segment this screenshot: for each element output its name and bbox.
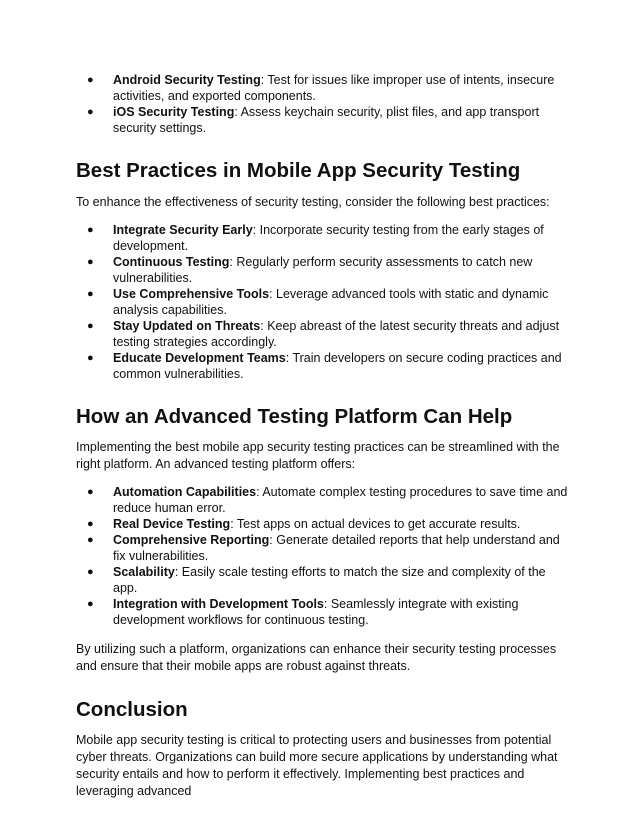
list-item	[87, 318, 568, 350]
item-desc: : Easily scale testing efforts to match the size and complexity of the app.	[113, 565, 546, 595]
bullet-icon: ●	[87, 534, 94, 546]
best-practices-list	[76, 222, 568, 382]
item-desc: : Assess keychain security, plist files, and app transport security settings.	[113, 105, 540, 135]
list-item	[87, 222, 568, 254]
item-term: Educate Development Teams	[113, 351, 286, 365]
item-term: Stay Updated on Threats	[113, 319, 261, 333]
list-item	[87, 484, 568, 516]
item-term: Scalability	[113, 565, 175, 579]
item-term: Integrate Security Early	[113, 223, 253, 237]
list-item	[87, 596, 568, 628]
item-desc: : Leverage advanced tools with static and dynamic analysis capabilities.	[113, 287, 549, 317]
item-term: Real Device Testing	[113, 517, 231, 531]
list-item	[87, 286, 568, 318]
bullet-icon: ●	[87, 256, 94, 268]
bullet-icon: ●	[87, 106, 94, 118]
item-term: Continuous Testing	[113, 255, 230, 269]
bullet-icon: ●	[87, 518, 94, 530]
item-desc: : Keep abreast of the latest security threats and adjust testing strategies accordingly.	[113, 319, 560, 349]
platform-testing-list	[76, 72, 568, 136]
bullet-icon: ●	[87, 598, 94, 610]
bullet-icon: ●	[87, 352, 94, 364]
bullet-icon: ●	[87, 486, 94, 498]
bullet-icon: ●	[87, 74, 94, 86]
best-practices-intro: To enhance the effectiveness of security testing, consider the following best practices:	[76, 195, 550, 209]
item-term: Use Comprehensive Tools	[113, 287, 270, 301]
platform-help-outro: By utilizing such a platform, organizations can enhance their security testing processes and ensure that their mobile apps are robust against threats.	[76, 642, 557, 673]
item-desc: : Test apps on actual devices to get accurate results.	[230, 517, 521, 531]
list-item	[87, 350, 568, 382]
item-desc: : Seamlessly integrate with existing development workflows for continuous testing.	[113, 597, 519, 627]
bullet-icon: ●	[87, 288, 94, 300]
item-desc: : Train developers on secure coding practices and common vulnerabilities.	[113, 351, 562, 381]
list-item	[87, 254, 568, 286]
item-term: Automation Capabilities	[113, 485, 257, 499]
item-desc: : Regularly perform security assessments to catch new vulnerabilities.	[113, 255, 533, 285]
list-item	[87, 104, 568, 136]
item-term: iOS Security Testing	[113, 105, 235, 119]
list-item	[87, 564, 568, 596]
platform-help-heading: How an Advanced Testing Platform Can Help	[76, 405, 513, 428]
item-desc: : Generate detailed reports that help understand and fix vulnerabilities.	[113, 533, 560, 563]
platform-help-list	[76, 484, 568, 628]
conclusion-heading: Conclusion	[76, 698, 188, 721]
list-item	[87, 72, 568, 104]
item-term: Android Security Testing	[113, 73, 261, 87]
bullet-icon: ●	[87, 224, 94, 236]
list-item	[87, 516, 568, 532]
item-desc: : Automate complex testing procedures to save time and reduce human error.	[113, 485, 568, 515]
item-desc: : Incorporate security testing from the early stages of development.	[113, 223, 544, 253]
list-item	[87, 532, 568, 564]
item-desc: : Test for issues like improper use of intents, insecure activities, and exported components.	[113, 73, 555, 103]
item-term: Comprehensive Reporting	[113, 533, 270, 547]
bullet-icon: ●	[87, 566, 94, 578]
item-term: Integration with Development Tools	[113, 597, 324, 611]
bullet-icon: ●	[87, 320, 94, 332]
platform-help-intro: Implementing the best mobile app security testing practices can be streamlined with the right platform. An advanced testing platform offers:	[76, 440, 560, 471]
conclusion-body: Mobile app security testing is critical to protecting users and businesses from potential cyber threats. Organizations can build more secure applications by understanding what security entails and how to perform it effectively. Implementing best practices and leveraging advanced	[76, 733, 558, 798]
best-practices-heading: Best Practices in Mobile App Security Testing	[76, 159, 521, 182]
